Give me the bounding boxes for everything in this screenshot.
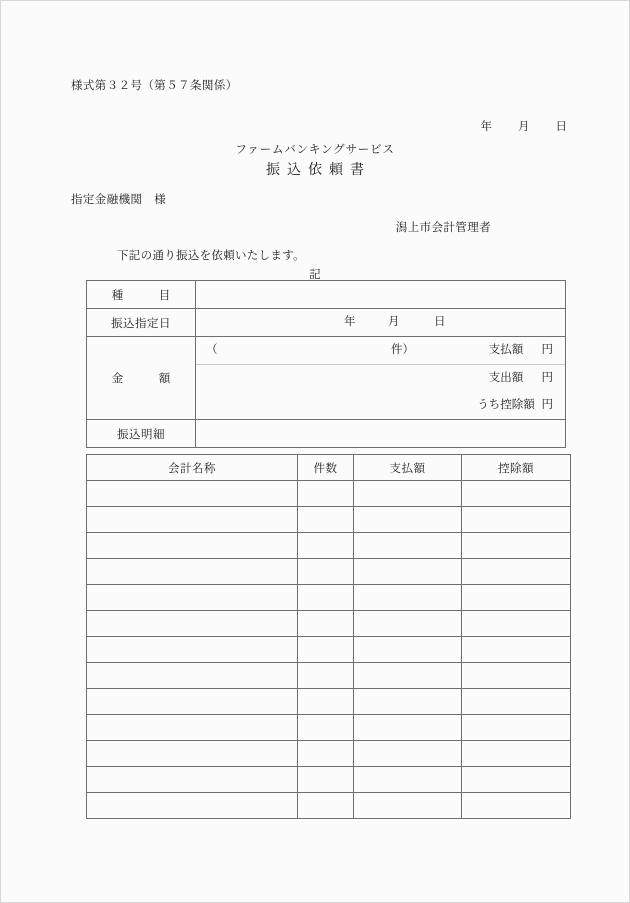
transfer-date-fields [196, 309, 565, 336]
detail-table-body [87, 481, 571, 819]
form-number: 様式第３２号（第５７条関係） [71, 80, 238, 92]
detail-cell-account-name[interactable] [87, 481, 298, 507]
detail-cell-account-name[interactable] [87, 767, 298, 793]
detail-cell-account-name[interactable] [87, 507, 298, 533]
detail-cell-payment[interactable] [354, 793, 462, 819]
expenditure-amount-unit: 円 [541, 372, 553, 384]
detail-table [86, 454, 571, 819]
detail-cell-account-name[interactable] [87, 585, 298, 611]
transfer-date-day: 日 [434, 316, 446, 328]
detail-cell-count[interactable] [298, 663, 354, 689]
summary-label-amount-text: 金 額 [111, 373, 183, 385]
page-title: 振込依頼書 [266, 163, 371, 178]
table-row [87, 585, 571, 611]
detail-cell-deduction[interactable] [462, 715, 571, 741]
deduction-amount-unit: 円 [541, 399, 553, 411]
table-row [87, 793, 571, 819]
summary-value-transfer-details[interactable] [196, 420, 566, 448]
detail-cell-deduction[interactable] [462, 559, 571, 585]
header-date-year: 年 [480, 121, 492, 133]
detail-header-count: 件数 [298, 455, 354, 481]
summary-label-transfer-date: 振込指定日 [87, 309, 196, 337]
summary-value-transfer-date[interactable] [196, 309, 566, 337]
detail-cell-payment[interactable] [354, 585, 462, 611]
detail-cell-payment[interactable] [354, 559, 462, 585]
table-row [87, 611, 571, 637]
detail-header-account-name: 会計名称 [87, 455, 298, 481]
detail-cell-deduction[interactable] [462, 637, 571, 663]
header-date-day: 日 [555, 121, 567, 133]
detail-header-deduction: 控除額 [462, 455, 571, 481]
table-row [87, 715, 571, 741]
detail-cell-deduction[interactable] [462, 585, 571, 611]
detail-cell-deduction[interactable] [462, 507, 571, 533]
detail-header-payment: 支払額 [354, 455, 462, 481]
detail-cell-count[interactable] [298, 689, 354, 715]
detail-cell-count[interactable] [298, 715, 354, 741]
detail-cell-deduction[interactable] [462, 611, 571, 637]
detail-cell-deduction[interactable] [462, 663, 571, 689]
deduction-amount-label: うち控除額 [477, 399, 535, 411]
detail-cell-count[interactable] [298, 741, 354, 767]
detail-cell-account-name[interactable] [87, 793, 298, 819]
intro-sentence: 下記の通り振込を依頼いたします。 [117, 250, 305, 262]
detail-cell-payment[interactable] [354, 533, 462, 559]
detail-cell-payment[interactable] [354, 637, 462, 663]
detail-cell-payment[interactable] [354, 507, 462, 533]
detail-cell-deduction[interactable] [462, 533, 571, 559]
payment-amount-label: 支払額 [488, 344, 524, 356]
table-row [87, 637, 571, 663]
detail-cell-count[interactable] [298, 585, 354, 611]
detail-cell-deduction[interactable] [462, 793, 571, 819]
table-row [87, 741, 571, 767]
summary-value-type[interactable] [196, 281, 566, 309]
detail-cell-payment[interactable] [354, 689, 462, 715]
detail-table-header-row [87, 455, 571, 481]
amount-rows [196, 337, 565, 419]
table-row [87, 481, 571, 507]
summary-label-amount [87, 337, 196, 420]
table-row [87, 507, 571, 533]
summary-value-amount [196, 337, 566, 420]
detail-cell-count[interactable] [298, 767, 354, 793]
issuer: 潟上市会計管理者 [395, 222, 491, 234]
detail-cell-count[interactable] [298, 637, 354, 663]
payment-amount-unit: 円 [541, 344, 553, 356]
detail-cell-deduction[interactable] [462, 741, 571, 767]
header-date-month: 月 [518, 121, 530, 133]
detail-cell-account-name[interactable] [87, 689, 298, 715]
detail-cell-account-name[interactable] [87, 715, 298, 741]
summary-label-type-text: 種 目 [111, 289, 183, 302]
detail-cell-payment[interactable] [354, 741, 462, 767]
transfer-date-year: 年 [344, 316, 356, 328]
table-row [87, 559, 571, 585]
detail-cell-payment[interactable] [354, 481, 462, 507]
amount-row-expenditure[interactable] [196, 365, 565, 392]
table-row [87, 281, 566, 309]
table-row [87, 767, 571, 793]
detail-cell-count[interactable] [298, 507, 354, 533]
detail-cell-count[interactable] [298, 481, 354, 507]
summary-label-type [87, 281, 196, 309]
detail-cell-deduction[interactable] [462, 767, 571, 793]
summary-table [86, 280, 566, 448]
detail-cell-payment[interactable] [354, 715, 462, 741]
detail-cell-count[interactable] [298, 611, 354, 637]
detail-cell-payment[interactable] [354, 767, 462, 793]
amount-row-deduction[interactable] [196, 392, 565, 419]
header-date-line [1, 118, 567, 134]
table-row [87, 309, 566, 337]
detail-cell-count[interactable] [298, 533, 354, 559]
detail-cell-count[interactable] [298, 793, 354, 819]
detail-cell-account-name[interactable] [87, 533, 298, 559]
addressee: 指定金融機関 様 [71, 194, 167, 206]
detail-cell-account-name[interactable] [87, 663, 298, 689]
service-name: ファームバンキングサービス [235, 144, 395, 156]
detail-cell-deduction[interactable] [462, 689, 571, 715]
table-row [87, 533, 571, 559]
detail-cell-account-name[interactable] [87, 559, 298, 585]
detail-cell-deduction[interactable] [462, 481, 571, 507]
detail-cell-account-name[interactable] [87, 637, 298, 663]
ki-mark: 記 [309, 269, 321, 281]
detail-cell-payment[interactable] [354, 611, 462, 637]
payment-count-open-paren: （ [206, 344, 218, 356]
expenditure-amount-label: 支出額 [488, 372, 524, 384]
summary-label-transfer-details: 振込明細 [87, 420, 196, 448]
detail-cell-account-name[interactable] [87, 741, 298, 767]
amount-row-payment[interactable] [196, 337, 565, 365]
transfer-date-month: 月 [388, 316, 400, 328]
detail-cell-payment[interactable] [354, 663, 462, 689]
detail-cell-account-name[interactable] [87, 611, 298, 637]
detail-cell-count[interactable] [298, 559, 354, 585]
table-row [87, 420, 566, 448]
payment-count-close-paren: 件） [391, 344, 414, 356]
table-row [87, 689, 571, 715]
table-row [87, 337, 566, 420]
table-row [87, 663, 571, 689]
